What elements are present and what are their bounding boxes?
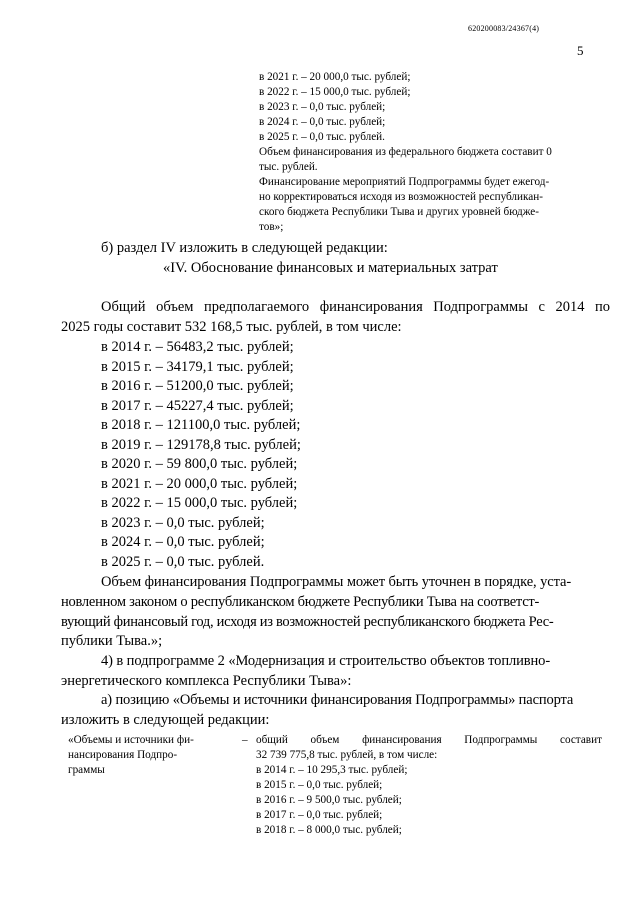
text-line: в 2025 г. – 0,0 тыс. рублей. <box>259 131 385 143</box>
year-item: в 2015 г. – 34179,1 тыс. рублей; <box>101 358 294 375</box>
year-item: в 2017 г. – 45227,4 тыс. рублей; <box>101 397 294 414</box>
sub4-line2: энергетического комплекса Республики Тыва»: <box>61 673 352 689</box>
cell-line: «Объемы и источники фи- <box>68 734 194 746</box>
year-item: в 2016 г. – 51200,0 тыс. рублей; <box>101 378 294 394</box>
section-b-intro: б) раздел IV изложить в следующей редакции: <box>101 240 388 256</box>
year-item: в 2018 г. – 121100,0 тыс. рублей; <box>101 417 301 433</box>
text-line: Объем финансирования из федерального бюджета составит 0 <box>259 146 552 158</box>
text-line: ского бюджета Республики Тыва и других уровней бюдже- <box>259 206 539 218</box>
sub-a-line2: изложить в следующей редакции: <box>61 712 270 728</box>
page-number: 5 <box>577 43 584 58</box>
clarify-line3: вующий финансовый год, исходя из возможностей республиканского бюджета Рес- <box>61 614 554 630</box>
text-line: тов»; <box>259 221 284 233</box>
passport-dash: – <box>242 734 248 746</box>
document-id: 620200083/24367(4) <box>468 24 540 33</box>
year-item: в 2022 г. – 15 000,0 тыс. рублей; <box>101 495 298 511</box>
year-item: в 2025 г. – 0,0 тыс. рублей. <box>101 553 265 570</box>
clarify-line2: новленном законом о республиканском бюджете Республики Тыва на соответст- <box>61 594 540 610</box>
years-list <box>101 338 401 572</box>
section-heading: «IV. Обоснование финансовых и материальных затрат <box>163 260 498 276</box>
cell-line: в 2014 г. – 10 295,3 тыс. рублей; <box>256 764 408 776</box>
total-financing-line1: Общий объем предполагаемого финансирования Подпрограммы с 2014 по <box>101 299 610 315</box>
cell-line: 32 739 775,8 тыс. рублей, в том числе: <box>256 749 438 761</box>
clarify-line4: публики Тыва.»; <box>61 633 163 649</box>
year-item: в 2021 г. – 20 000,0 тыс. рублей; <box>101 475 298 492</box>
total-financing-line2: 2025 годы составит 532 168,5 тыс. рублей, в том числе: <box>61 319 402 335</box>
sub4-line1: 4) в подпрограмме 2 «Модернизация и строительство объектов топливно- <box>101 653 551 669</box>
cell-line: нансирования Подпро- <box>68 749 178 761</box>
clarify-line1: Объем финансирования Подпрограммы может быть уточнен в порядке, уста- <box>101 574 572 590</box>
cell-line: в 2016 г. – 9 500,0 тыс. рублей; <box>256 794 402 806</box>
text-line: тыс. рублей. <box>259 161 318 173</box>
passport-right-first-line: общий объем финансирования Подпрограммы составит <box>256 734 602 746</box>
cell-line: в 2018 г. – 8 000,0 тыс. рублей; <box>256 824 402 836</box>
year-item: в 2019 г. – 129178,8 тыс. рублей; <box>101 436 301 453</box>
year-item: в 2023 г. – 0,0 тыс. рублей; <box>101 514 265 531</box>
cell-line: граммы <box>68 764 105 776</box>
passport-right-cell <box>256 748 602 838</box>
year-item: в 2014 г. – 56483,2 тыс. рублей; <box>101 339 294 355</box>
year-item: в 2020 г. – 59 800,0 тыс. рублей; <box>101 456 298 472</box>
sub-a-line1: а) позицию «Объемы и источники финансирования Подпрограммы» паспорта <box>101 692 574 708</box>
cell-line: в 2017 г. – 0,0 тыс. рублей; <box>256 809 383 821</box>
cell-line: в 2015 г. – 0,0 тыс. рублей; <box>256 779 383 791</box>
top-financing-block <box>259 70 609 235</box>
text-line: в 2021 г. – 20 000,0 тыс. рублей; <box>259 71 411 83</box>
passport-left-cell <box>68 733 228 778</box>
text-line: Финансирование мероприятий Подпрограммы будет ежегод- <box>259 176 550 188</box>
text-line: в 2022 г. – 15 000,0 тыс. рублей; <box>259 86 411 98</box>
year-item: в 2024 г. – 0,0 тыс. рублей; <box>101 534 265 550</box>
text-line: но корректироваться исходя из возможностей республикан- <box>259 191 543 203</box>
text-line: в 2024 г. – 0,0 тыс. рублей; <box>259 116 386 128</box>
text-line: в 2023 г. – 0,0 тыс. рублей; <box>259 101 386 113</box>
